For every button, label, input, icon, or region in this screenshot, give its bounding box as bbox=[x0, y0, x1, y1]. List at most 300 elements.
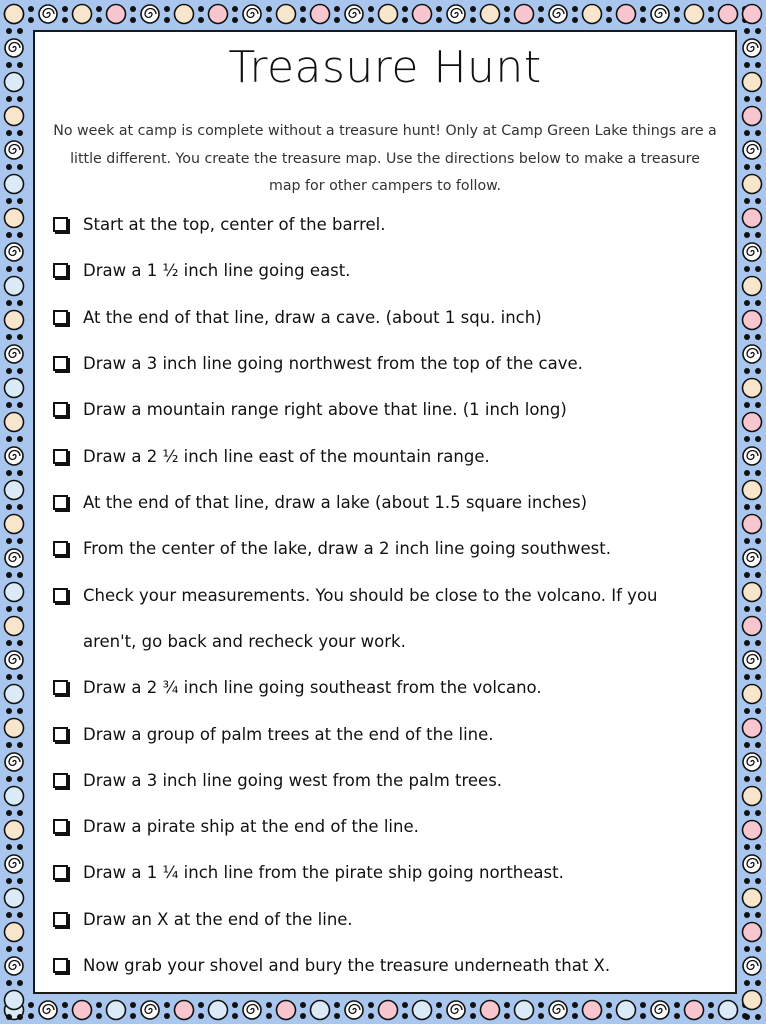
border-dot bbox=[744, 96, 750, 102]
border-dot bbox=[368, 17, 374, 23]
border-dot bbox=[28, 1002, 34, 1008]
border-dot bbox=[96, 1002, 102, 1008]
border-dot bbox=[744, 946, 750, 952]
border-dot bbox=[640, 6, 646, 12]
border-dot bbox=[402, 6, 408, 12]
task-text: Draw a 1 ½ inch line going east. bbox=[83, 261, 351, 280]
checkbox[interactable] bbox=[53, 541, 68, 556]
border-dot bbox=[164, 17, 170, 23]
border-dot bbox=[538, 17, 544, 23]
border-dot bbox=[6, 946, 12, 952]
border-dot bbox=[744, 470, 750, 476]
checkbox[interactable] bbox=[53, 958, 68, 973]
task-item bbox=[53, 308, 713, 341]
border-dot bbox=[572, 6, 578, 12]
border-dot bbox=[674, 1002, 680, 1008]
border-dot bbox=[708, 6, 714, 12]
border-dot bbox=[606, 17, 612, 23]
border-circle bbox=[515, 1001, 534, 1020]
border-dot bbox=[538, 1013, 544, 1019]
border-dot bbox=[755, 708, 761, 714]
border-dot bbox=[96, 6, 102, 12]
border-dot bbox=[17, 1014, 23, 1020]
border-circle bbox=[685, 5, 704, 24]
border-dot bbox=[572, 1002, 578, 1008]
border-circle bbox=[5, 481, 24, 500]
border-dot bbox=[62, 1002, 68, 1008]
border-circle bbox=[743, 923, 762, 942]
border-circle bbox=[743, 277, 762, 296]
border-dot bbox=[334, 1013, 340, 1019]
task-text: Now grab your shovel and bury the treasure underneath that X. bbox=[83, 956, 611, 975]
border-dot bbox=[6, 776, 12, 782]
border-circle bbox=[175, 5, 194, 24]
border-dot bbox=[755, 844, 761, 850]
border-dot bbox=[744, 674, 750, 680]
border-circle bbox=[73, 5, 92, 24]
border-dot bbox=[6, 232, 12, 238]
border-dot bbox=[368, 6, 374, 12]
task-text: Draw a pirate ship at the end of the line. bbox=[83, 817, 419, 836]
task-text: Draw a 1 ¼ inch line from the pirate ship going northeast. bbox=[83, 863, 564, 882]
border-dot bbox=[17, 232, 23, 238]
border-dot bbox=[640, 1002, 646, 1008]
border-dot bbox=[744, 402, 750, 408]
task-item bbox=[53, 400, 713, 433]
checkbox[interactable] bbox=[53, 402, 68, 417]
border-dot bbox=[130, 17, 136, 23]
border-circle bbox=[583, 1001, 602, 1020]
border-dot bbox=[470, 1002, 476, 1008]
border-dot bbox=[17, 742, 23, 748]
border-dot bbox=[17, 538, 23, 544]
checkbox[interactable] bbox=[53, 727, 68, 742]
border-dot bbox=[674, 1013, 680, 1019]
border-dot bbox=[6, 538, 12, 544]
border-circle bbox=[5, 889, 24, 908]
border-dot bbox=[368, 1002, 374, 1008]
border-dot bbox=[17, 674, 23, 680]
border-dot bbox=[62, 1013, 68, 1019]
border-circle bbox=[617, 5, 636, 24]
checkbox[interactable] bbox=[53, 773, 68, 788]
border-dot bbox=[17, 62, 23, 68]
border-dot bbox=[755, 28, 761, 34]
border-dot bbox=[17, 96, 23, 102]
border-dot bbox=[755, 878, 761, 884]
border-dot bbox=[6, 28, 12, 34]
border-dot bbox=[6, 504, 12, 510]
border-dot bbox=[96, 1013, 102, 1019]
border-dot bbox=[606, 6, 612, 12]
border-dot bbox=[17, 708, 23, 714]
border-dot bbox=[744, 164, 750, 170]
border-dot bbox=[17, 946, 23, 952]
border-dot bbox=[17, 198, 23, 204]
border-dot bbox=[470, 6, 476, 12]
border-dot bbox=[755, 980, 761, 986]
border-dot bbox=[198, 17, 204, 23]
border-circle bbox=[583, 5, 602, 24]
task-text: From the center of the lake, draw a 2 inch line going southwest. bbox=[83, 539, 611, 558]
border-dot bbox=[572, 17, 578, 23]
border-circle bbox=[743, 889, 762, 908]
border-circle bbox=[413, 5, 432, 24]
border-circle bbox=[5, 311, 24, 330]
checkbox[interactable] bbox=[53, 819, 68, 834]
border-dot bbox=[17, 912, 23, 918]
task-text: Draw a 2 ¾ inch line going southeast from the volcano. bbox=[83, 678, 542, 697]
border-dot bbox=[402, 17, 408, 23]
border-circle bbox=[209, 5, 228, 24]
border-circle bbox=[743, 685, 762, 704]
border-dot bbox=[300, 17, 306, 23]
task-text: Draw a 3 inch line going west from the palm trees. bbox=[83, 771, 503, 790]
border-dot bbox=[6, 742, 12, 748]
task-text: Check your measurements. You should be close to the volcano. If you aren't, go back and recheck your work. bbox=[83, 586, 658, 651]
border-dot bbox=[744, 640, 750, 646]
task-item bbox=[53, 586, 713, 665]
border-dot bbox=[744, 878, 750, 884]
border-dot bbox=[6, 606, 12, 612]
border-circle bbox=[5, 617, 24, 636]
border-dot bbox=[755, 368, 761, 374]
checkbox[interactable] bbox=[53, 495, 68, 510]
border-dot bbox=[17, 164, 23, 170]
border-circle bbox=[311, 5, 330, 24]
task-item bbox=[53, 725, 713, 758]
border-dot bbox=[6, 674, 12, 680]
border-dot bbox=[6, 96, 12, 102]
border-dot bbox=[436, 17, 442, 23]
border-dot bbox=[300, 1002, 306, 1008]
border-dot bbox=[17, 300, 23, 306]
border-dot bbox=[640, 17, 646, 23]
border-dot bbox=[334, 1002, 340, 1008]
checkbox[interactable] bbox=[53, 588, 68, 603]
border-dot bbox=[62, 17, 68, 23]
border-dot bbox=[6, 912, 12, 918]
border-dot bbox=[744, 232, 750, 238]
border-dot bbox=[755, 742, 761, 748]
border-dot bbox=[198, 6, 204, 12]
border-dot bbox=[572, 1013, 578, 1019]
border-dot bbox=[6, 368, 12, 374]
border-circle bbox=[5, 923, 24, 942]
border-dot bbox=[28, 1013, 34, 1019]
border-dot bbox=[334, 6, 340, 12]
border-circle bbox=[743, 821, 762, 840]
border-dot bbox=[17, 266, 23, 272]
border-dot bbox=[300, 6, 306, 12]
border-dot bbox=[755, 130, 761, 136]
border-dot bbox=[744, 606, 750, 612]
border-circle bbox=[5, 719, 24, 738]
border-dot bbox=[470, 1013, 476, 1019]
border-dot bbox=[6, 1014, 12, 1020]
border-circle bbox=[743, 107, 762, 126]
border-dot bbox=[744, 300, 750, 306]
border-dot bbox=[755, 62, 761, 68]
border-dot bbox=[744, 198, 750, 204]
border-circle bbox=[5, 787, 24, 806]
border-dot bbox=[6, 844, 12, 850]
task-text: Draw a mountain range right above that line. (1 inch long) bbox=[83, 400, 567, 419]
task-item bbox=[53, 817, 713, 850]
border-dot bbox=[755, 334, 761, 340]
border-dot bbox=[755, 504, 761, 510]
border-circle bbox=[5, 685, 24, 704]
border-dot bbox=[17, 980, 23, 986]
border-dot bbox=[6, 402, 12, 408]
task-text: At the end of that line, draw a lake (about 1.5 square inches) bbox=[83, 493, 588, 512]
border-circle bbox=[5, 209, 24, 228]
border-dot bbox=[744, 334, 750, 340]
border-dot bbox=[755, 266, 761, 272]
task-text: Start at the top, center of the barrel. bbox=[83, 215, 386, 234]
border-dot bbox=[744, 776, 750, 782]
task-item bbox=[53, 261, 713, 294]
border-circle bbox=[209, 1001, 228, 1020]
border-circle bbox=[175, 1001, 194, 1020]
border-circle bbox=[481, 1001, 500, 1020]
border-dot bbox=[755, 198, 761, 204]
border-dot bbox=[232, 1013, 238, 1019]
task-item bbox=[53, 215, 713, 248]
border-dot bbox=[266, 1013, 272, 1019]
border-dot bbox=[744, 1014, 750, 1020]
border-dot bbox=[17, 368, 23, 374]
border-dot bbox=[504, 17, 510, 23]
border-dot bbox=[6, 810, 12, 816]
border-circle bbox=[277, 5, 296, 24]
border-dot bbox=[755, 402, 761, 408]
border-dot bbox=[198, 1002, 204, 1008]
border-dot bbox=[266, 1002, 272, 1008]
task-text: Draw a 3 inch line going northwest from the top of the cave. bbox=[83, 354, 583, 373]
border-dot bbox=[198, 1013, 204, 1019]
worksheet-page bbox=[33, 30, 737, 994]
border-dot bbox=[755, 946, 761, 952]
border-dot bbox=[17, 504, 23, 510]
border-circle bbox=[743, 413, 762, 432]
checkbox[interactable] bbox=[53, 356, 68, 371]
border-circle bbox=[743, 991, 762, 1010]
border-dot bbox=[504, 6, 510, 12]
border-dot bbox=[402, 1013, 408, 1019]
border-circle bbox=[743, 617, 762, 636]
border-circle bbox=[277, 1001, 296, 1020]
border-circle bbox=[311, 1001, 330, 1020]
border-dot bbox=[538, 6, 544, 12]
border-circle bbox=[379, 5, 398, 24]
border-dot bbox=[6, 708, 12, 714]
border-dot bbox=[6, 334, 12, 340]
checkbox[interactable] bbox=[53, 217, 68, 232]
border-dot bbox=[17, 130, 23, 136]
checkbox[interactable] bbox=[53, 912, 68, 927]
task-text: Draw a group of palm trees at the end of the line. bbox=[83, 725, 494, 744]
border-dot bbox=[744, 266, 750, 272]
border-dot bbox=[755, 572, 761, 578]
border-circle bbox=[5, 5, 24, 24]
checkbox[interactable] bbox=[53, 865, 68, 880]
border-dot bbox=[606, 1002, 612, 1008]
task-item bbox=[53, 678, 713, 711]
border-dot bbox=[504, 1002, 510, 1008]
border-dot bbox=[755, 300, 761, 306]
border-circle bbox=[515, 5, 534, 24]
border-dot bbox=[436, 1002, 442, 1008]
border-circle bbox=[743, 73, 762, 92]
border-circle bbox=[5, 379, 24, 398]
border-circle bbox=[719, 5, 738, 24]
border-dot bbox=[6, 130, 12, 136]
task-item bbox=[53, 910, 713, 943]
border-dot bbox=[755, 776, 761, 782]
border-dot bbox=[28, 17, 34, 23]
border-circle bbox=[5, 107, 24, 126]
border-circle bbox=[5, 175, 24, 194]
border-dot bbox=[17, 334, 23, 340]
border-dot bbox=[6, 266, 12, 272]
border-dot bbox=[6, 572, 12, 578]
border-dot bbox=[6, 300, 12, 306]
border-dot bbox=[164, 6, 170, 12]
border-dot bbox=[6, 640, 12, 646]
border-circle bbox=[5, 991, 24, 1010]
task-item bbox=[53, 956, 713, 989]
border-circle bbox=[5, 515, 24, 534]
task-item bbox=[53, 493, 713, 526]
border-dot bbox=[17, 470, 23, 476]
border-circle bbox=[617, 1001, 636, 1020]
border-dot bbox=[708, 17, 714, 23]
border-dot bbox=[755, 810, 761, 816]
border-dot bbox=[755, 1014, 761, 1020]
border-circle bbox=[743, 5, 762, 24]
border-dot bbox=[744, 130, 750, 136]
border-dot bbox=[266, 6, 272, 12]
border-circle bbox=[5, 583, 24, 602]
border-circle bbox=[5, 277, 24, 296]
border-circle bbox=[743, 583, 762, 602]
border-dot bbox=[744, 844, 750, 850]
border-dot bbox=[368, 1013, 374, 1019]
border-dot bbox=[62, 6, 68, 12]
intro-paragraph: No week at camp is complete without a treasure hunt! Only at Camp Green Lake things are a little different. You create the treasure map. Use the directions below to make a treasure map for other campers to follow. bbox=[53, 123, 717, 194]
border-dot bbox=[640, 1013, 646, 1019]
border-dot bbox=[6, 878, 12, 884]
border-dot bbox=[744, 538, 750, 544]
task-text: Draw an X at the end of the line. bbox=[83, 910, 353, 929]
border-dot bbox=[744, 572, 750, 578]
border-circle bbox=[719, 1001, 738, 1020]
task-item bbox=[53, 771, 713, 804]
border-dot bbox=[504, 1013, 510, 1019]
border-dot bbox=[744, 368, 750, 374]
border-dot bbox=[755, 912, 761, 918]
border-dot bbox=[232, 17, 238, 23]
border-circle bbox=[743, 515, 762, 534]
border-dot bbox=[744, 912, 750, 918]
border-circle bbox=[685, 1001, 704, 1020]
border-dot bbox=[300, 1013, 306, 1019]
border-dot bbox=[17, 878, 23, 884]
border-dot bbox=[538, 1002, 544, 1008]
border-dot bbox=[28, 6, 34, 12]
task-item bbox=[53, 447, 713, 480]
border-dot bbox=[6, 62, 12, 68]
checkbox[interactable] bbox=[53, 310, 68, 325]
border-dot bbox=[6, 470, 12, 476]
border-circle bbox=[107, 5, 126, 24]
checkbox[interactable] bbox=[53, 263, 68, 278]
border-dot bbox=[17, 640, 23, 646]
border-dot bbox=[130, 1013, 136, 1019]
border-dot bbox=[708, 1013, 714, 1019]
border-dot bbox=[744, 28, 750, 34]
task-item bbox=[53, 354, 713, 387]
border-circle bbox=[743, 209, 762, 228]
border-dot bbox=[232, 1002, 238, 1008]
border-dot bbox=[17, 28, 23, 34]
border-circle bbox=[413, 1001, 432, 1020]
border-dot bbox=[755, 164, 761, 170]
task-item bbox=[53, 539, 713, 572]
border-circle bbox=[743, 379, 762, 398]
border-dot bbox=[744, 436, 750, 442]
border-dot bbox=[744, 980, 750, 986]
border-dot bbox=[755, 674, 761, 680]
border-circle bbox=[379, 1001, 398, 1020]
border-dot bbox=[755, 436, 761, 442]
border-dot bbox=[744, 742, 750, 748]
border-dot bbox=[6, 980, 12, 986]
border-dot bbox=[164, 1002, 170, 1008]
border-dot bbox=[744, 708, 750, 714]
border-circle bbox=[5, 73, 24, 92]
border-dot bbox=[164, 1013, 170, 1019]
task-text: At the end of that line, draw a cave. (about 1 squ. inch) bbox=[83, 308, 542, 327]
border-dot bbox=[17, 810, 23, 816]
border-dot bbox=[6, 198, 12, 204]
border-circle bbox=[481, 5, 500, 24]
border-dot bbox=[755, 232, 761, 238]
border-dot bbox=[744, 810, 750, 816]
checkbox[interactable] bbox=[53, 680, 68, 695]
border-dot bbox=[130, 1002, 136, 1008]
border-dot bbox=[6, 164, 12, 170]
border-circle bbox=[73, 1001, 92, 1020]
border-dot bbox=[17, 606, 23, 612]
border-circle bbox=[743, 175, 762, 194]
border-dot bbox=[755, 640, 761, 646]
border-dot bbox=[17, 436, 23, 442]
border-dot bbox=[674, 17, 680, 23]
border-circle bbox=[743, 719, 762, 738]
border-dot bbox=[755, 96, 761, 102]
border-dot bbox=[606, 1013, 612, 1019]
border-circle bbox=[743, 311, 762, 330]
border-dot bbox=[674, 6, 680, 12]
border-dot bbox=[130, 6, 136, 12]
checkbox[interactable] bbox=[53, 449, 68, 464]
border-dot bbox=[470, 17, 476, 23]
border-dot bbox=[744, 504, 750, 510]
border-dot bbox=[436, 6, 442, 12]
border-dot bbox=[744, 62, 750, 68]
